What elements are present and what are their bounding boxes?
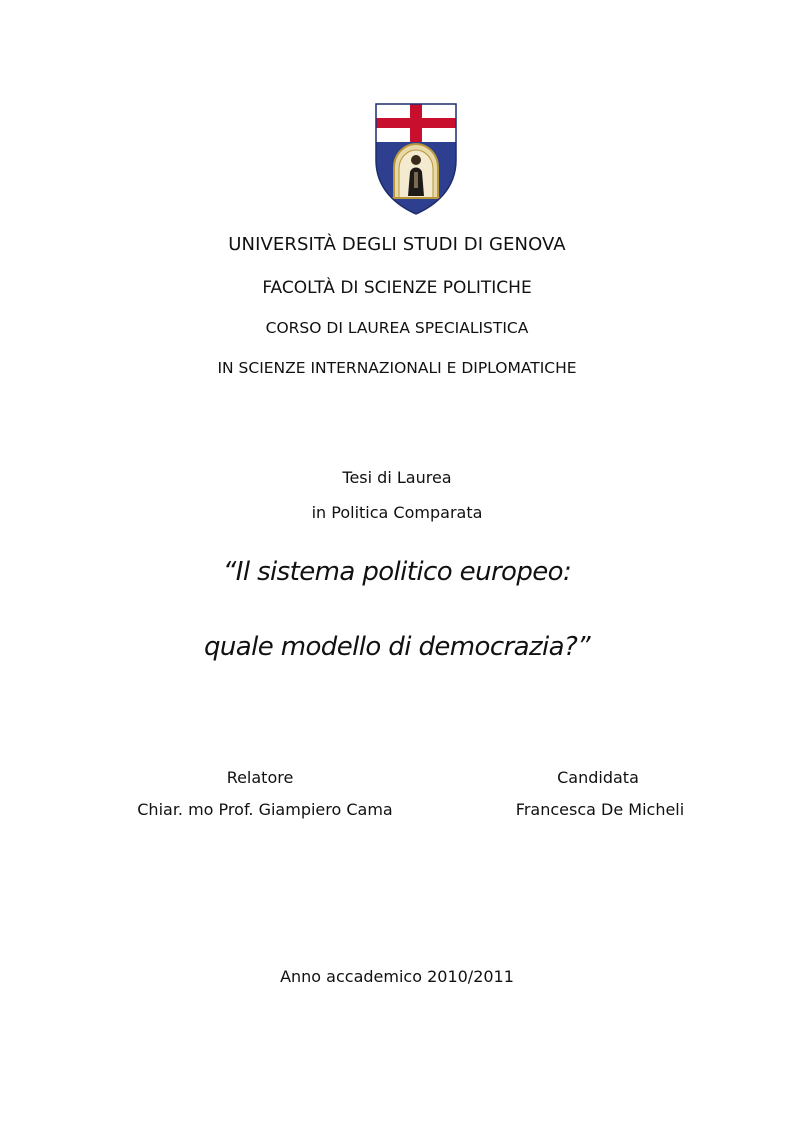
candidate-name: Francesca De Micheli [515, 800, 685, 819]
thesis-title-line-2: quale modello di democrazia?” [203, 632, 591, 662]
thesis-type: Tesi di Laurea [342, 468, 452, 487]
advisor-role: Relatore [226, 768, 294, 787]
candidate-role: Candidata [557, 768, 639, 787]
advisor-name: Chiar. mo Prof. Giampiero Cama [137, 800, 393, 819]
thesis-title-line-1: “Il sistema politico europeo: [222, 557, 572, 587]
academic-year: Anno accademico 2010/2011 [280, 967, 514, 986]
university-crest-logo [372, 102, 460, 216]
faculty-name: FACOLTÀ DI SCIENZE POLITICHE [262, 278, 532, 298]
university-name: UNIVERSITÀ DEGLI STUDI DI GENOVA [228, 234, 566, 255]
course-line-1: CORSO DI LAUREA SPECIALISTICA [265, 319, 529, 337]
thesis-subject: in Politica Comparata [311, 503, 483, 522]
course-line-2: IN SCIENZE INTERNAZIONALI E DIPLOMATICHE [217, 359, 577, 377]
